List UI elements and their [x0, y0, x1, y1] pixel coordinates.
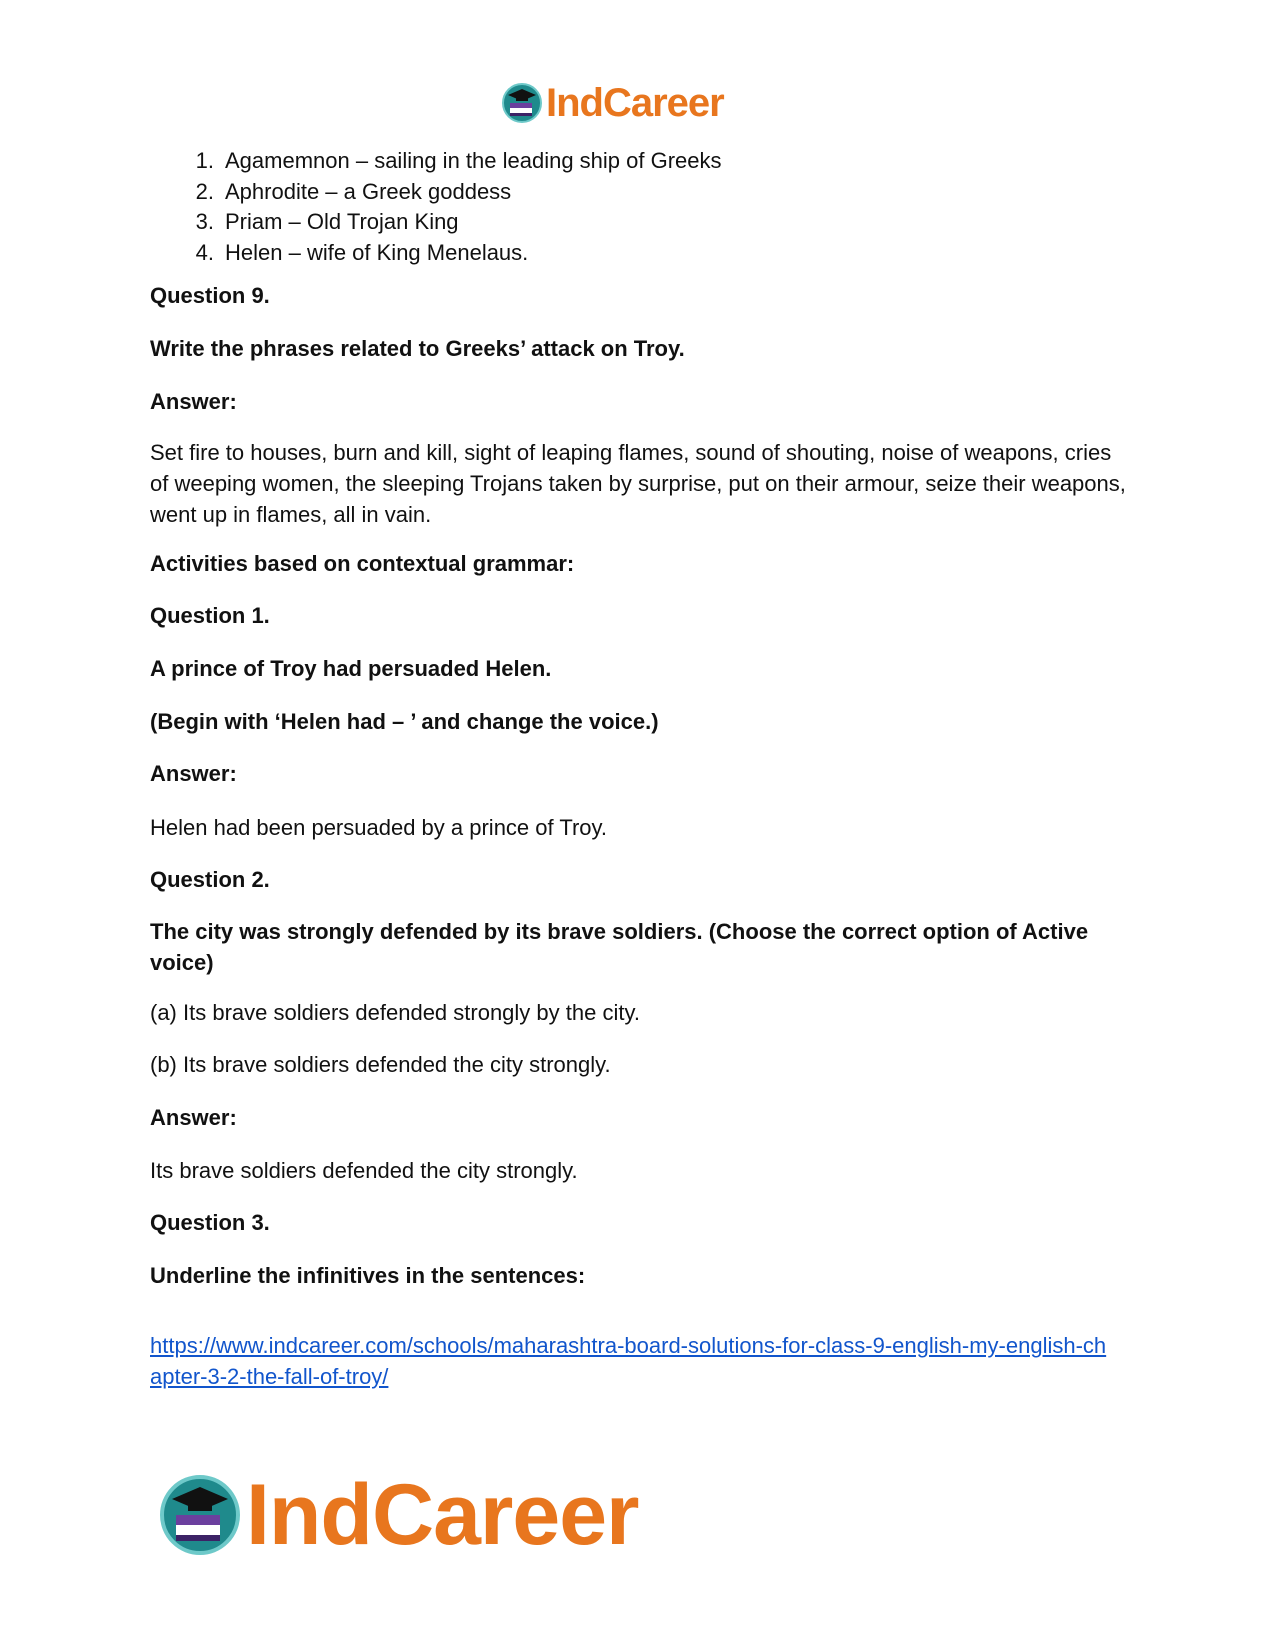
- source-link[interactable]: https://www.indcareer.com/schools/maharashtra-board-solutions-for-class-9-english-my-english-chapter-3-2-the-fall-of-troy/: [150, 1333, 1107, 1389]
- g1-answer-label: Answer:: [150, 761, 237, 786]
- list-item: [150, 238, 722, 269]
- grammar-heading: Activities based on contextual grammar:: [150, 551, 575, 576]
- list-item-text: Helen – wife of King Menelaus.: [225, 239, 529, 265]
- footer-logo-text: IndCareer: [246, 1466, 639, 1563]
- character-list: [150, 146, 722, 268]
- g1-answer: Helen had been persuaded by a prince of Troy.: [150, 815, 608, 840]
- q9-question: Write the phrases related to Greeks’ attack on Troy.: [150, 336, 685, 361]
- g3-heading: Question 3.: [150, 1210, 270, 1235]
- g2-option-b: (b) Its brave soldiers defended the city strongly.: [150, 1052, 611, 1077]
- header-logo-text: IndCareer: [546, 80, 724, 125]
- footer-logo: [160, 1466, 700, 1563]
- list-item-text: Agamemnon – sailing in the leading ship of Greeks: [225, 148, 722, 173]
- list-item-number: 3.: [195, 209, 214, 234]
- q9-answer: Set fire to houses, burn and kill, sight of leaping flames, sound of shouting, noise of weapons, cries of weeping women, the sleeping Trojans taken by surprise, put on their armour, seize their weapons, went up in flames, all in vain.: [150, 440, 1126, 527]
- q9-answer-label: Answer:: [150, 389, 237, 414]
- list-item-number: 4.: [195, 239, 214, 265]
- list-item-text: Priam – Old Trojan King: [225, 209, 459, 234]
- list-item-number: 1.: [195, 148, 214, 173]
- g1-instruction: (Begin with ‘Helen had – ’ and change the voice.): [150, 709, 659, 734]
- header-logo: [502, 80, 782, 126]
- g2-heading: Question 2.: [150, 867, 270, 892]
- g2-option-a: (a) Its brave soldiers defended strongly by the city.: [150, 1000, 640, 1025]
- g2-question: The city was strongly defended by its brave soldiers. (Choose the correct option of Active voice): [150, 919, 1089, 975]
- g2-answer: Its brave soldiers defended the city strongly.: [150, 1158, 578, 1183]
- g3-question: Underline the infinitives in the sentences:: [150, 1263, 586, 1288]
- list-item-text: Aphrodite – a Greek goddess: [225, 178, 512, 204]
- list-item: [150, 207, 722, 238]
- list-item: [150, 146, 722, 177]
- list-item: [150, 177, 722, 208]
- graduate-book-icon: [502, 83, 542, 123]
- source-link-block: [150, 1330, 1110, 1392]
- graduate-book-icon: [160, 1475, 240, 1555]
- list-item-number: 2.: [195, 178, 214, 204]
- g2-answer-label: Answer:: [150, 1105, 237, 1130]
- g1-question: A prince of Troy had persuaded Helen.: [150, 656, 552, 681]
- g1-heading: Question 1.: [150, 603, 270, 628]
- q9-heading: Question 9.: [150, 283, 270, 308]
